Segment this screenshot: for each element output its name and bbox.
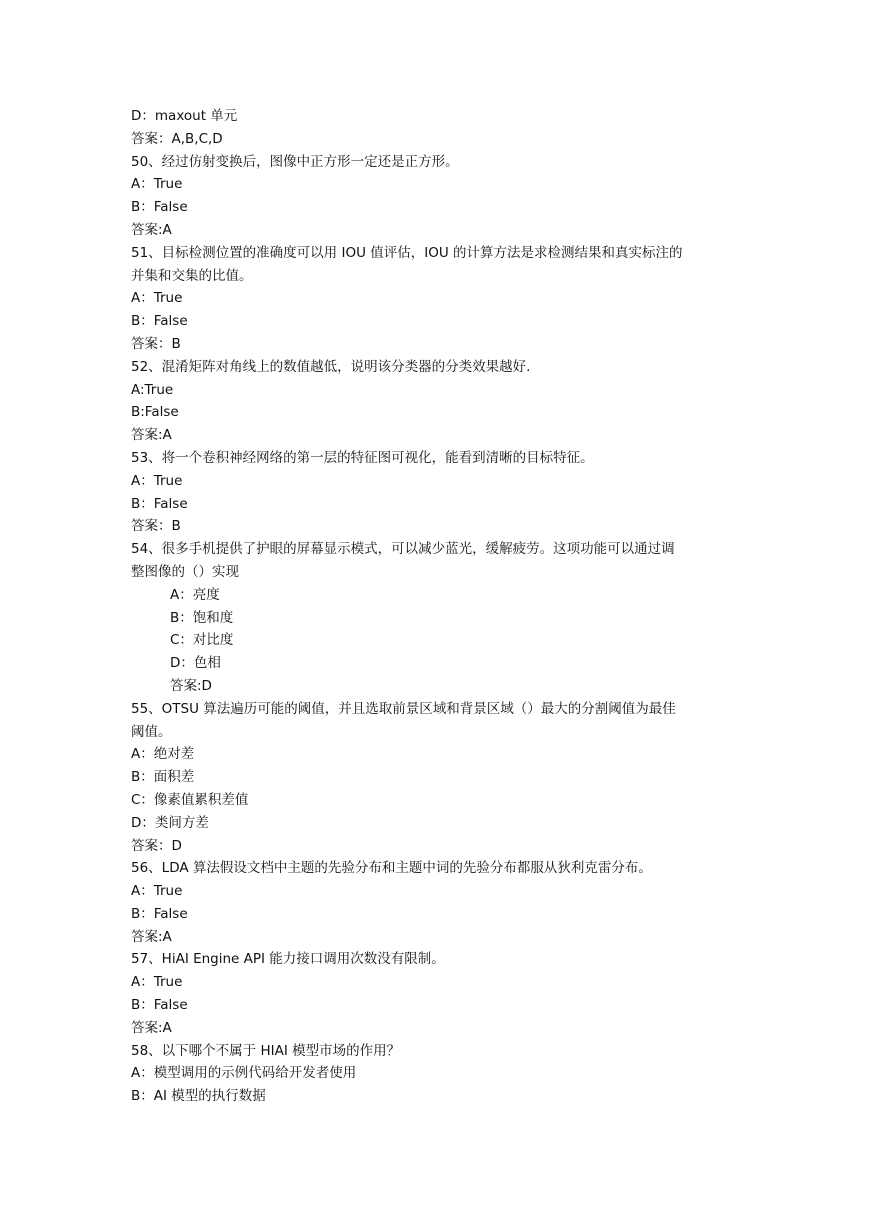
question-54: 54、很多手机提供了护眼的屏幕显示模式，可以减少蓝光，缓解疲劳。这项功能可以通过调 xyxy=(131,541,675,558)
question-57: 57、HiAI Engine API 能力接口调用次数没有限制。 xyxy=(131,951,445,968)
question-55-continuation: 阈值。 xyxy=(131,723,172,740)
question-52: 52、混淆矩阵对角线上的数值越低，说明该分类器的分类效果越好. xyxy=(131,358,531,375)
option-line: A：True xyxy=(131,290,183,307)
question-53: 53、将一个卷积神经网络的第一层的特征图可视化，能看到清晰的目标特征。 xyxy=(131,449,594,466)
answer-line: 答案:A xyxy=(131,1019,172,1036)
answer-line: 答案：A,B,C,D xyxy=(131,130,223,147)
option-line: A：True xyxy=(131,883,183,900)
answer-line: 答案：B xyxy=(131,335,181,352)
option-line: B：False xyxy=(131,905,188,922)
option-line: D：类间方差 xyxy=(131,814,209,831)
option-line: B：AI 模型的执行数据 xyxy=(131,1088,266,1105)
question-51: 51、目标检测位置的准确度可以用 IOU 值评估，IOU 的计算方法是求检测结果和真实标注的 xyxy=(131,244,683,261)
option-line: B：面积差 xyxy=(131,769,195,786)
answer-line: 答案:D xyxy=(170,677,212,694)
question-58: 58、以下哪个不属于 HIAI 模型市场的作用？ xyxy=(131,1042,401,1059)
answer-line: 答案:A xyxy=(131,928,172,945)
option-line: A:True xyxy=(131,381,174,398)
question-51-continuation: 并集和交集的比值。 xyxy=(131,267,253,284)
answer-line: 答案：B xyxy=(131,518,181,535)
option-line: A：True xyxy=(131,974,183,991)
question-56: 56、LDA 算法假设文档中主题的先验分布和主题中词的先验分布都服从狄利克雷分布。 xyxy=(131,860,652,877)
question-54-continuation: 整图像的（）实现 xyxy=(131,563,239,580)
option-line: C：对比度 xyxy=(170,632,234,649)
document-body xyxy=(131,105,741,1108)
option-line: D：maxout 单元 xyxy=(131,108,238,124)
option-line: A：绝对差 xyxy=(131,746,195,763)
option-line: B：False xyxy=(131,199,188,216)
option-line: C：像素值累积差值 xyxy=(131,791,249,808)
option-line: B：饱和度 xyxy=(170,609,234,626)
option-line: D：色相 xyxy=(170,655,221,672)
option-line: A：True xyxy=(131,176,183,193)
answer-line: 答案：D xyxy=(131,837,182,854)
option-line: B:False xyxy=(131,404,179,421)
option-line: A：True xyxy=(131,472,183,489)
option-line: B：False xyxy=(131,997,188,1014)
question-50: 50、经过仿射变换后，图像中正方形一定还是正方形。 xyxy=(131,153,459,170)
question-55: 55、OTSU 算法遍历可能的阈值，并且选取前景区域和背景区域（）最大的分割阈值为最佳 xyxy=(131,700,676,717)
answer-line: 答案:A xyxy=(131,221,172,238)
option-line: A：模型调用的示例代码给开发者使用 xyxy=(131,1065,357,1082)
answer-line: 答案:A xyxy=(131,427,172,444)
option-line: B：False xyxy=(131,495,188,512)
option-line: B：False xyxy=(131,313,188,330)
option-line: A：亮度 xyxy=(170,586,220,603)
